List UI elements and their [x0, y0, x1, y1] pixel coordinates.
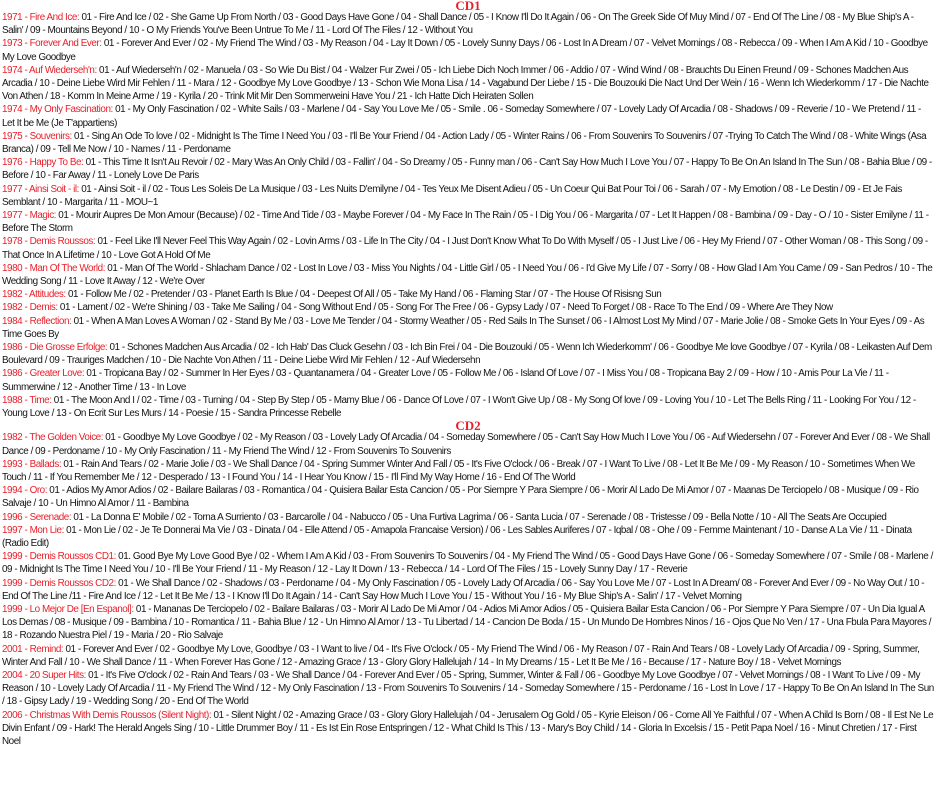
- cd2-title: CD2: [455, 418, 481, 434]
- album-year-title: 1982 - Attitudes:: [2, 289, 66, 301]
- album-year-title: 1975 - Souvenirs:: [2, 130, 72, 142]
- album-year-title: 1986 - Die Grosse Erfolge:: [2, 342, 108, 354]
- album-year-title: 2004 - 20 Super Hits:: [2, 669, 86, 681]
- album-year-title: 1999 - Demis Roussos CD1:: [2, 551, 116, 563]
- album-entry: [0, 301, 936, 314]
- album-tracklist: 01 - Forever And Ever / 02 - Goodbye My Love, Goodbye / 03 - I Want to live / 04 - It's Five O'clock / 05 - My Friend The Wind / 06 - My Reason / 07 - Rain And Tears / 08 - Lovely Lady Of Arcadia / 09 - Spring, Summer, Winter And Fall / 10 - We Shall Dance / 11 - When Forever Has Gone / 12 - Amazing Grace / 13 - Glory Glory Hallelujah / 14 - In My Dreams / 15 - Let It Be Me / 16 - Because / 17 - Nature Boy / 18 - Velvet Mornings: [2, 643, 920, 668]
- album-year-title: 1988 - Time:: [2, 394, 52, 406]
- album-tracklist: 01 - Man Of The World - Shlacham Dance / 02 - Lost In Love / 03 - Miss You Nights / 04 - Little Girl / 05 - I Need You / 06 - I'd Give My Life / 07 - Sorry / 08 - How Glad I Am You Came / 09 - San Pedros / 10 - The Wedding Song / 11 - Love It Away / 12 - We're Over: [2, 262, 933, 288]
- album-entry: [0, 458, 936, 484]
- album-tracklist: 01. Good Bye My Love Good Bye / 02 - Whem I Am A Kid / 03 - From Souvenirs To Souvenirs / 04 - My Friend The Wind / 05 - Good Days Have Gone / 06 - Someday Somewhere / 07 - Smile / 08 - Marlene / 09 - Midnight Is The Time I Need You / 10 - I'll Be Your Friend / 11 - My Reason / 12 - Lay It Down / 13 - Rebecca / 14 - Lord Of The Files / 15 - Lovely Sunny Day / 17 - Reverie: [2, 551, 933, 576]
- album-tracklist: 01 - Fire And Ice / 02 - She Game Up From North / 03 - Good Days Have Gone / 04 - Shall Dance / 05 - I Know I'll Do It Again / 06 - On The Greek Side Of Muy Mind / 07 - End Of The Line / 08 - My Blue Ship's A - Salin' / 09 - Mountains Beyond / 10 - O My Friends You've Been Untrue To Me / 11 - Lord Of The Files / 12 - Without You: [2, 12, 914, 37]
- album-tracklist: 01 - Ainsi Soit - il / 02 - Tous Les Soleis De La Musique / 03 - Les Nuits D'emilyne / 04 - Tes Yeux Me Disent Adieu / 05 - Un Coeur Qui Bat Pour Toi / 06 - Sarah / 07 - My Emotion / 08 - Le Destin / 09 - Et Je Fais Semblant / 10 - Margarita / 11 - MOU~1: [2, 183, 902, 208]
- album-year-title: 1982 - The Golden Voice:: [2, 432, 104, 444]
- album-tracklist: 01 - We Shall Dance / 02 - Shadows / 03 - Perdoname / 04 - My Only Fascination / 05 - Lovely Lady Of Arcadia / 06 - Say You Love Me / 07 - Lost In A Dream/ 08 - Forever And Ever / 09 - No Way Out / 10 - End Of The Line /11 - Fire And Ice / 12 - Let It Be Me / 13 - I Know I'll Do It Again / 14 - Can't Say How Much I Love You / 15 - Without You / 16 - My Blue Ship's A - Salin' / 17 - Velvet Morning: [2, 577, 925, 602]
- album-entry: [0, 315, 936, 341]
- album-year-title: 2006 - Christmas With Demis Roussos (Silent Night):: [2, 709, 212, 721]
- album-year-title: 1978 - Demis Roussos:: [2, 236, 96, 248]
- album-entry: [0, 484, 936, 510]
- album-tracklist: 01 - Rain And Tears / 02 - Marie Jolie / 03 - We Shall Dance / 04 - Spring Summer Winter And Fall / 05 - It's Five O'clock / 06 - Break / 07 - I Want To Live / 08 - Let It Be Me / 09 - My Reason / 10 - Sometimes When We Touch / 11 - If You Remember Me / 12 - Desperado / 13 - I Found You / 14 - I Hear You Know / 15 - I'll Find My Way Home / 16 - End Of The World: [2, 458, 915, 483]
- album-entry: [0, 603, 936, 643]
- album-year-title: 1999 - Demis Roussos CD2:: [2, 577, 116, 589]
- album-tracklist: 01 - It's Five O'clock / 02 - Rain And Tears / 03 - We Shall Dance / 04 - Forever And Ever / 05 - Spring, Summer, Winter & Fall / 06 - Goodbye My Love Goodbye / 07 - Velvet Mornings / 08 - I Want To Live / 09 - My Reason / 10 - Lovely Lady Of Arcadia / 11 - My Friend The Wind / 12 - My Only Fascination / 13 - From Souvenirs To Souvenirs / 14 - Someday Somewhere / 15 - Perdoname / 16 - Lost In Love / 17 - Happy To Be On An Island In The Sun / 18 - Gipsy Lady / 19 - Wedding Song / 20 - End Of The World: [2, 669, 934, 708]
- album-year-title: 1977 - Ainsi Soit - il:: [2, 183, 79, 195]
- album-tracklist: 01 - This Time It Isn't Au Revoir / 02 - Mary Was An Only Child / 03 - Fallin' / 04 - So Dreamy / 05 - Funny man / 06 - Can't Say How Much I Love You / 07 - Happy To Be On An Island In The Sun / 08 - Bahia Blue / 09 - Before / 10 - Far Away / 11 - Lonely Love De Paris: [2, 157, 932, 182]
- album-entry: [0, 156, 936, 182]
- album-year-title: 2001 - Remind:: [2, 643, 64, 655]
- album-entry: [0, 431, 936, 457]
- album-tracklist: 01 - Forever And Ever / 02 - My Friend The Wind / 03 - My Reason / 04 - Lay It Down / 05 - Lovely Sunny Days / 06 - Lost In A Dream / 07 - Velvet Mornings / 08 - Rebecca / 09 - When I Am A Kid / 10 - Goodbye My Love Goodbye: [2, 38, 928, 63]
- cd1-entries: [0, 11, 936, 420]
- album-tracklist: 01 - My Only Fascination / 02 - White Sails / 03 - Marlene / 04 - Say You Love Me / 05 - Smile . 06 - Someday Somewhere / 07 - Lovely Lady Of Arcadia / 08 - Shadows / 09 - Reverie / 10 - We Pretend / 11 - Let It be Me (Je T'appartiens): [2, 104, 921, 129]
- album-year-title: 1996 - Serenade:: [2, 511, 72, 523]
- cd2-entries: [0, 431, 936, 748]
- album-tracklist: 01 - Follow Me / 02 - Pretender / 03 - Planet Earth Is Blue / 04 - Deepest Of All / 05 - Take My Hand / 06 - Flaming Star / 07 - The House Of Risisng Sun: [65, 289, 662, 301]
- album-entry: [0, 288, 936, 301]
- album-year-title: 1977 - Magic:: [2, 210, 56, 222]
- album-tracklist: 01 - When A Man Loves A Woman / 02 - Stand By Me / 03 - Love Me Tender / 04 - Stormy Weather / 05 - Red Sails In The Sunset / 06 - I Almost Lost My Mind / 07 - Marie Jolie / 08 - Smoke Gets In Your Eyes / 09 - As Time Goes By: [2, 315, 925, 340]
- album-entry: [0, 709, 936, 749]
- cd1-title: CD1: [455, 0, 481, 13]
- album-entry: [0, 11, 936, 37]
- album-year-title: 1973 - Forever And Ever:: [2, 38, 102, 50]
- album-tracklist: 01 - Feel Like I'll Never Feel This Way Again / 02 - Lovin Arms / 03 - Life In The City / 04 - I Just Don't Know What To Do With Myself / 05 - I Just Live / 06 - Hey My Friend / 07 - Other Woman / 08 - This Song / 09 - That Once In A Lifetime / 10 - Love Got A Hold Of Me: [2, 236, 928, 261]
- album-entry: [0, 235, 936, 261]
- album-entry: [0, 341, 936, 367]
- album-entry: [0, 577, 936, 603]
- album-entry: [0, 394, 936, 420]
- album-tracklist: 01 - La Donna E' Mobile / 02 - Torna A Surriento / 03 - Barcarolle / 04 - Nabucco / 05 - Una Furtiva Lagrima / 06 - Santa Lucia / 07 - Serenade / 08 - Tristesse / 09 - Bella Notte / 10 - All The Seats Are Occupied: [71, 511, 887, 523]
- album-entry: [0, 643, 936, 669]
- album-year-title: 1994 - Oro:: [2, 485, 47, 497]
- album-tracklist: 01 - Auf Wiederseh'n / 02 - Manuela / 03 - So Wie Du Bist / 04 - Walzer Fur Zwei / 05 - Ich Liebe Dich Noch Immer / 06 - Addio / 07 - Wind Wind / 08 - Brauchts Du Einen Freund / 09 - Schones Madchen Aus Arcadia / 10 - Deine Liebe Wird Mir Fehlen / 11 - Mara / 12 - Goodbye My Love Goodbye / 13 - Schon Wie Mona Lisa / 14 - Vagabund Der Liebe / 15 - Die Bouzouki Die Nact Und Der Wein / 16 - Wenn Ich Wiederkomm / 17 - Die Nachte Von Athen / 18 - Komm In Meine Arme / 19 - Kyrila / 20 - Trink Mit Mir Den Sommerweini Have You / 21 - Ich Hatte Dich Heiraten Sollen: [2, 64, 929, 103]
- album-year-title: 1974 - Auf Wiederseh'n:: [2, 64, 97, 76]
- album-entry: [0, 130, 936, 156]
- album-year-title: 1986 - Greater Love:: [2, 368, 85, 380]
- album-year-title: 1984 - Reflection:: [2, 315, 72, 327]
- album-entry: [0, 367, 936, 393]
- album-entry: [0, 37, 936, 63]
- album-year-title: 1982 - Demis:: [2, 302, 58, 314]
- album-tracklist: 01 - The Moon And I / 02 - Time / 03 - Turning / 04 - Step By Step / 05 - Mamy Blue / 06 - Dance Of Love / 07 - I Won't Give Up / 08 - My Song Of love / 09 - Loving You / 10 - Let The Bells Ring / 11 - Looking For You / 12 - Young Love / 13 - On Ecrit Sur Les Murs / 14 - Poesie / 15 - Sandra Princesse Rebelle: [2, 394, 916, 420]
- album-entry: [0, 64, 936, 104]
- album-tracklist: 01 - Mon Lie / 02 - Je Te Donnerai Ma Vie / 03 - Dinata / 04 - Elle Attend / 05 - Amapola Francaise Version) / 06 - Les Sables Auriferes / 07 - Iqbal / 08 - Ohe / 09 - Femme Maintenant / 10 - Danse A La Vie / 11 - Dinata (Radio Edit): [2, 524, 912, 549]
- album-tracklist: 01 - Sing An Ode To love / 02 - Midnight Is The Time I Need You / 03 - I'll Be Your Friend / 04 - Action Lady / 05 - Winter Rains / 06 - From Souvenirs To Souvenirs / 07 -Trying To Catch The Wind / 08 - White Wings (Asa Branca) / 09 - Tell Me Now / 10 - Names / 11 - Perdoname: [2, 130, 927, 156]
- album-year-title: 1999 - Lo Mejor De [En Espanol]:: [2, 603, 134, 615]
- album-tracklist: 01 - Tropicana Bay / 02 - Summer In Her Eyes / 03 - Quantanamera / 04 - Greater Love / 05 - Follow Me / 06 - Island Of Love / 07 - I Miss You / 08 - Tropicana Bay 2 / 09 - How / 10 - Amis Pour La Vie / 11 - Summerwine / 12 - Another Time / 13 - In Love: [2, 368, 889, 393]
- album-year-title: 1993 - Ballads:: [2, 458, 62, 470]
- album-tracklist: 01 - Lament / 02 - We're Shining / 03 - Take Me Sailing / 04 - Song Without End / 05 - Song For The Free / 06 - Gypsy Lady / 07 - Need To Forget / 08 - Race To The End / 09 - Where Are They Now: [57, 302, 833, 314]
- album-tracklist: 01 - Schones Madchen Aus Arcadia / 02 - Ich Hab' Das Cluck Gesehn / 03 - Ich Bin Frei / 04 - Die Bouzouki / 05 - Wenn Ich Wiederkomm' / 06 - Goodbye Me love Goodbye / 07 - Kyrila / 08 - Leikasten Auf Dem Boulevard / 09 - Trauriges Madchen / 10 - Die Nachte Von Athen / 11 - Deine Liebe Wird Mir Fehlen / 12 - Auf Wiedersehn: [2, 342, 932, 367]
- cd2-section: [0, 420, 936, 748]
- album-year-title: 1974 - My Only Fascination:: [2, 104, 113, 116]
- album-tracklist: 01 - Silent Night / 02 - Amazing Grace / 03 - Glory Glory Hallelujah / 04 - Jerusalem Og Gold / 05 - Kyrie Eleison / 06 - Come All Ye Faithful / 07 - When A Child Is Born / 08 - Il Est Ne Le Divin Enfant / 09 - Hark! The Herald Angels Sing / 10 - Little Drummer Boy / 11 - Es Ist Ein Rose Entspringen / 12 - What Child Is This / 13 - Mary's Boy Child / 14 - Gloria In Excelsis / 15 - Petit Papa Noel / 16 - Minut Chretien / 17 - First Noel: [2, 709, 934, 747]
- album-entry: [0, 183, 936, 209]
- album-entry: [0, 262, 936, 288]
- album-entry: [0, 524, 936, 550]
- album-year-title: 1997 - Mon Lie:: [2, 524, 64, 536]
- album-tracklist: 01 - Goodbye My Love Goodbye / 02 - My Reason / 03 - Lovely Lady Of Arcadia / 04 - Someday Somewhere / 05 - Can't Say How Much I Love You / 06 - Auf Wiedersehn / 07 - Forever And Ever / 08 - We Shall Dance / 09 - Perdoname / 10 - My Only Fascination / 11 - My Friend The Wind / 12 - From Souvenirs To Souvenirs: [2, 432, 930, 457]
- album-tracklist: 01 - Adios My Amor Adios / 02 - Bailare Bailaras / 03 - Romantica / 04 - Quisiera Bailar Esta Cancion / 05 - Por Siempre Y Para Siempre / 06 - Morir Al Lado De Mi Amor / 07 - Maanas De Terciopelo / 08 - Musique / 09 - Rio Salvaje / 10 - Un Himno Al Amor / 11 - Bambina: [2, 485, 919, 510]
- album-entry: [0, 669, 936, 709]
- album-tracklist: 01 - Mourir Aupres De Mon Amour (Because) / 02 - Time And Tide / 03 - Maybe Forever / 04 - My Face In The Rain / 05 - I Dig You / 06 - Margarita / 07 - Let It Happen / 08 - Bambina / 09 - Day - O / 10 - Sister Emilyne / 11 - Before The Storm: [2, 210, 929, 235]
- album-entry: [0, 550, 936, 576]
- album-entry: [0, 103, 936, 129]
- album-entry: [0, 511, 936, 524]
- album-entry: [0, 209, 936, 235]
- album-year-title: 1976 - Happy To Be:: [2, 157, 84, 169]
- album-year-title: 1971 - Fire And Ice:: [2, 12, 80, 23]
- album-tracklist: 01 - Mananas De Terciopelo / 02 - Bailare Bailaras / 03 - Morir Al Lado De Mi Amor / 04 - Adios Mi Amor Adios / 05 - Quisiera Bailar Esta Cancion / 06 - Por Siempre Y Para Siempre / 07 - Un Dia Igual A Los Demas / 08 - Musique / 09 - Bambina / 10 - Romantica / 11 - Bahia Blue / 12 - Un Himno Al Amor / 13 - Tu Libertad / 14 - Cancion De Boda / 15 - Un Mundo De Hombres Ninos / 16 - Ojos Que No Ven / 17 - Una Fbula Para Mayores / 18 - Rozando Nuestra Piel / 19 - Maria / 20 - Rio Salvaje: [2, 603, 932, 642]
- album-year-title: 1980 - Man Of The World:: [2, 262, 105, 274]
